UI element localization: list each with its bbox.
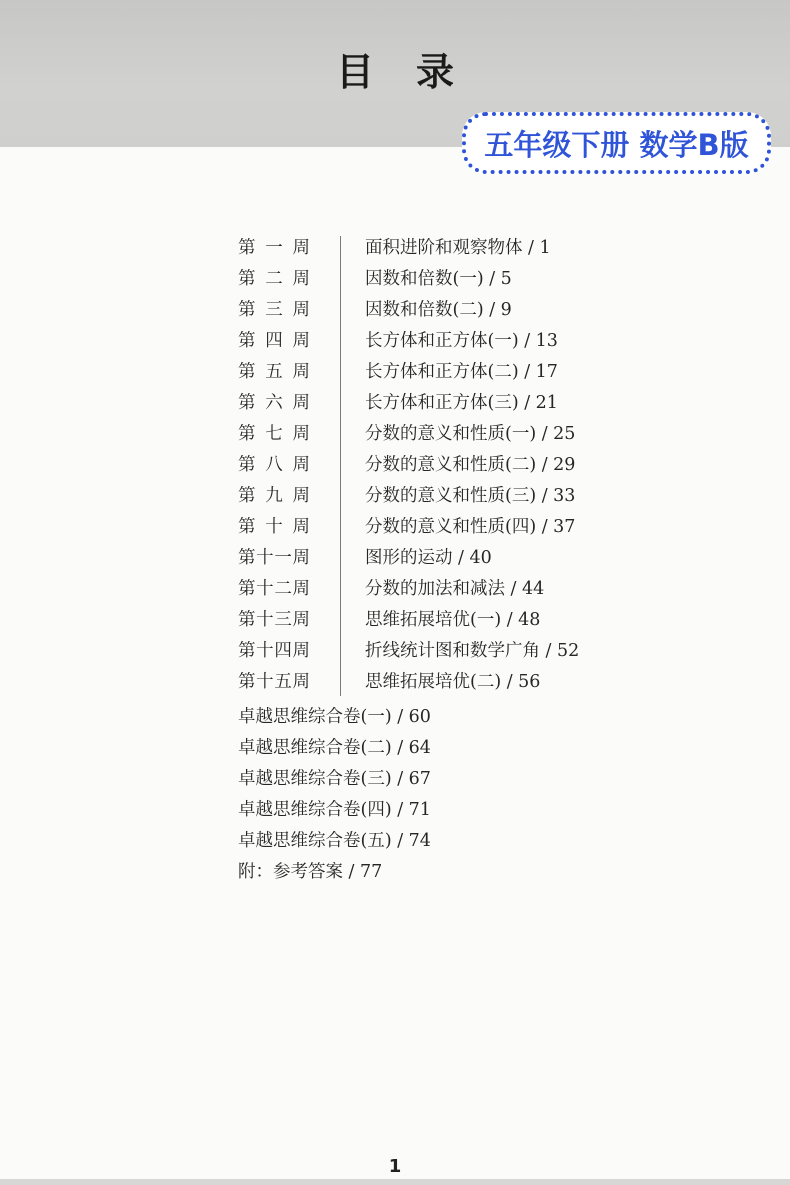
week-char: 第 <box>238 610 256 630</box>
toc-week <box>238 357 310 388</box>
toc-week <box>238 481 310 512</box>
toc-row[interactable] <box>0 233 790 264</box>
week-char: 周 <box>292 331 310 351</box>
week-char: 一 <box>265 238 283 258</box>
week-char: 一 <box>274 548 292 568</box>
toc-topic: 长方体和正方体(一) / 13 <box>365 331 558 351</box>
week-char: 第 <box>238 486 256 506</box>
toc-row[interactable] <box>0 388 790 419</box>
week-char: 第 <box>238 672 256 692</box>
week-char: 第 <box>238 579 256 599</box>
week-char: 周 <box>292 610 310 630</box>
week-char: 十 <box>256 548 274 568</box>
toc-topic: 思维拓展培优(一) / 48 <box>365 610 541 630</box>
week-char: 周 <box>292 579 310 599</box>
toc-extra-row[interactable] <box>0 857 790 888</box>
toc-topic: 分数的意义和性质(二) / 29 <box>365 455 576 475</box>
toc-week <box>238 264 310 295</box>
toc-extra-row[interactable] <box>0 826 790 857</box>
week-char: 二 <box>265 269 283 289</box>
toc-extra: 卓越思维综合卷(三) / 67 <box>238 769 431 789</box>
toc-answers: 附：参考答案 / 77 <box>238 862 383 882</box>
week-char: 四 <box>274 641 292 661</box>
week-char: 二 <box>274 579 292 599</box>
toc-week <box>238 388 310 419</box>
week-char: 周 <box>292 238 310 258</box>
toc-extra: 卓越思维综合卷(一) / 60 <box>238 707 431 727</box>
week-char: 三 <box>265 300 283 320</box>
week-char: 第 <box>238 548 256 568</box>
week-char: 第 <box>238 517 256 537</box>
toc-week <box>238 450 310 481</box>
week-char: 周 <box>292 393 310 413</box>
week-char: 十 <box>256 579 274 599</box>
toc-extra-row[interactable] <box>0 733 790 764</box>
bottom-strip <box>0 1179 790 1185</box>
week-char: 三 <box>274 610 292 630</box>
week-char: 第 <box>238 424 256 444</box>
toc-topic: 因数和倍数(一) / 5 <box>365 269 512 289</box>
toc-week <box>238 574 310 605</box>
week-char: 九 <box>265 486 283 506</box>
toc-row[interactable] <box>0 512 790 543</box>
toc-extra: 卓越思维综合卷(四) / 71 <box>238 800 431 820</box>
week-char: 周 <box>292 672 310 692</box>
week-char: 五 <box>274 672 292 692</box>
toc-topic: 因数和倍数(二) / 9 <box>365 300 512 320</box>
week-char: 周 <box>292 269 310 289</box>
toc-topic: 长方体和正方体(三) / 21 <box>365 393 558 413</box>
toc-topic: 分数的加法和减法 / 44 <box>365 579 545 599</box>
week-char: 第 <box>238 300 256 320</box>
week-char: 周 <box>292 517 310 537</box>
toc-row[interactable] <box>0 605 790 636</box>
toc-row[interactable] <box>0 264 790 295</box>
toc-week <box>238 233 310 264</box>
week-char: 周 <box>292 486 310 506</box>
week-char: 十 <box>256 610 274 630</box>
week-char: 第 <box>238 269 256 289</box>
toc-topic: 图形的运动 / 40 <box>365 548 492 568</box>
week-char: 周 <box>292 424 310 444</box>
page-number: 1 <box>388 1156 402 1177</box>
toc-topic: 分数的意义和性质(三) / 33 <box>365 486 576 506</box>
toc-week <box>238 667 310 698</box>
toc-topic: 折线统计图和数学广角 / 52 <box>365 641 580 661</box>
toc-row[interactable] <box>0 326 790 357</box>
toc-extra-row[interactable] <box>0 702 790 733</box>
toc-row[interactable] <box>0 357 790 388</box>
toc-row[interactable] <box>0 419 790 450</box>
toc-row[interactable] <box>0 574 790 605</box>
toc-week <box>238 636 310 667</box>
week-char: 六 <box>265 393 283 413</box>
toc-week <box>238 419 310 450</box>
toc-row[interactable] <box>0 636 790 667</box>
toc-topic: 分数的意义和性质(一) / 25 <box>365 424 576 444</box>
toc-week <box>238 543 310 574</box>
grade-badge-label: 五年级下册 数学B版 <box>484 127 749 162</box>
week-char: 周 <box>292 548 310 568</box>
toc-row[interactable] <box>0 543 790 574</box>
week-char: 五 <box>265 362 283 382</box>
toc-week <box>238 326 310 357</box>
week-char: 第 <box>238 393 256 413</box>
grade-badge <box>462 112 771 174</box>
week-char: 第 <box>238 362 256 382</box>
week-char: 第 <box>238 641 256 661</box>
page-title: 目录 <box>335 50 496 94</box>
week-char: 七 <box>265 424 283 444</box>
toc-extra: 卓越思维综合卷(二) / 64 <box>238 738 431 758</box>
toc-topic: 思维拓展培优(二) / 56 <box>365 672 541 692</box>
toc-week <box>238 512 310 543</box>
week-char: 第 <box>238 238 256 258</box>
week-char: 八 <box>265 455 283 475</box>
toc-extra-row[interactable] <box>0 764 790 795</box>
toc-row[interactable] <box>0 667 790 698</box>
week-char: 周 <box>292 641 310 661</box>
week-char: 周 <box>292 300 310 320</box>
toc-week <box>238 605 310 636</box>
toc-extra-row[interactable] <box>0 795 790 826</box>
week-char: 周 <box>292 362 310 382</box>
week-char: 第 <box>238 331 256 351</box>
toc-topic: 分数的意义和性质(四) / 37 <box>365 517 576 537</box>
toc-row[interactable] <box>0 295 790 326</box>
toc-extra: 卓越思维综合卷(五) / 74 <box>238 831 431 851</box>
toc-topic: 面积进阶和观察物体 / 1 <box>365 238 551 258</box>
toc-row[interactable] <box>0 481 790 512</box>
week-char: 四 <box>265 331 283 351</box>
week-char: 十 <box>256 672 274 692</box>
week-char: 十 <box>265 517 283 537</box>
toc-topic: 长方体和正方体(二) / 17 <box>365 362 558 382</box>
toc-row[interactable] <box>0 450 790 481</box>
toc-week <box>238 295 310 326</box>
week-char: 十 <box>256 641 274 661</box>
week-char: 周 <box>292 455 310 475</box>
week-char: 第 <box>238 455 256 475</box>
